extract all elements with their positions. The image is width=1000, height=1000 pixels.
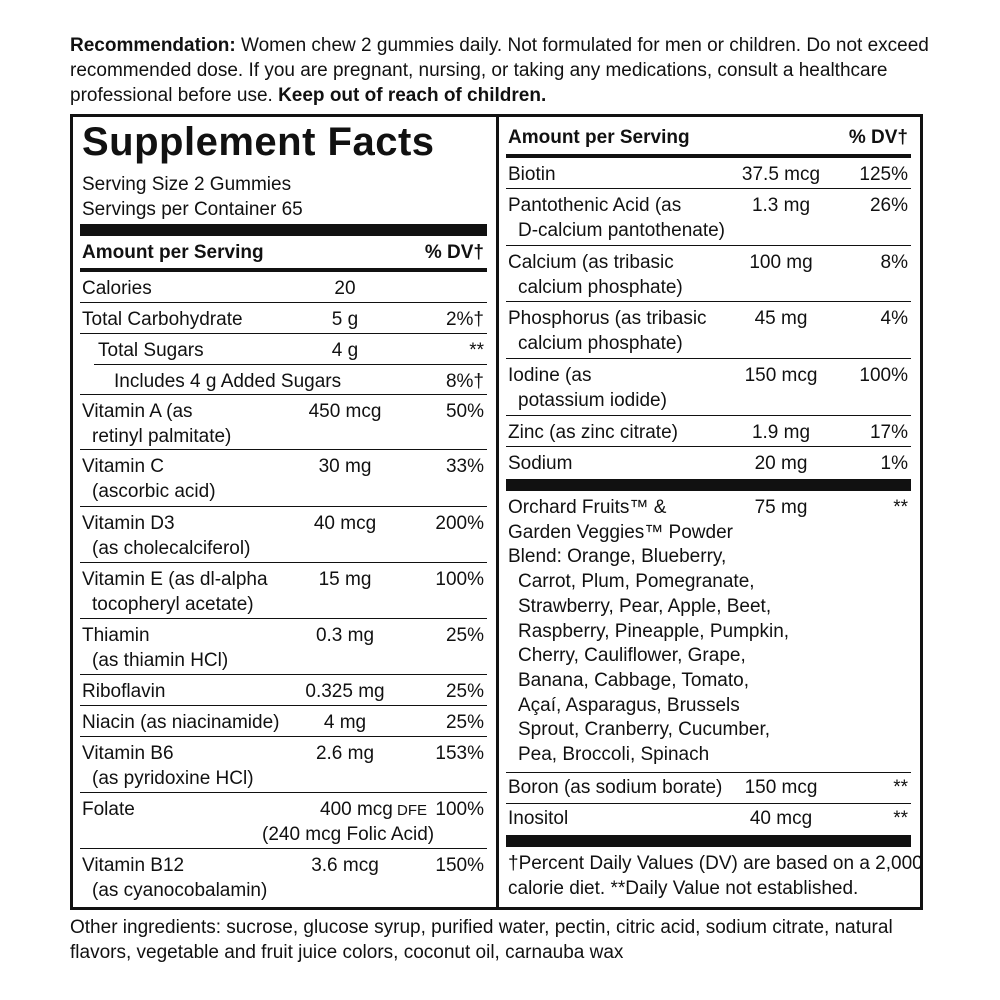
- nutrient-name: Calories: [82, 278, 152, 299]
- column-divider: [496, 114, 499, 910]
- nutrient-dv: 125%: [859, 164, 908, 185]
- blend-line: Banana, Cabbage, Tomato,: [518, 669, 749, 691]
- blend-line: Cherry, Cauliflower, Grape,: [518, 645, 746, 667]
- nutrient-amount: 150 mcg: [744, 777, 818, 798]
- nutrient-dv: 33%: [445, 456, 484, 477]
- nutrient-name: calcium phosphate): [518, 333, 683, 354]
- blend-line: Sprout, Cranberry, Cucumber,: [518, 719, 771, 741]
- nutrient-amount: 450 mcg: [308, 401, 382, 422]
- row-separator: [80, 848, 487, 849]
- nutrient-amount: 1.3 mg: [751, 195, 811, 216]
- row-separator: [80, 705, 487, 706]
- nutrient-name: (as cyanocobalamin): [92, 880, 268, 901]
- nutrient-dv: 100%: [435, 569, 484, 590]
- row-separator: [506, 301, 911, 302]
- nutrient-dv: 1%: [880, 453, 908, 474]
- nutrient-name: Thiamin: [82, 625, 150, 646]
- recommendation-label: Recommendation:: [70, 35, 236, 56]
- other-ingredients: Other ingredients: sucrose, glucose syrup, purified water, pectin, citric acid, sodium citrate, natural flavors, vegetable and fruit juice colors, coconut oil, carnauba wax: [70, 917, 893, 963]
- nutrient-name: Iodine (as: [508, 365, 592, 386]
- nutrient-dv: 25%: [445, 625, 484, 646]
- row-separator: [80, 333, 487, 334]
- blend-line: Strawberry, Pear, Apple, Beet,: [518, 595, 772, 617]
- blend-dv: **: [893, 497, 908, 518]
- blend-line: Açaí, Asparagus, Brussels: [518, 694, 740, 716]
- nutrient-name: Sodium: [508, 453, 573, 474]
- blend-line: Orchard Fruits™ &: [508, 497, 667, 518]
- nutrient-name: Zinc (as zinc citrate): [508, 422, 678, 443]
- footnote-line-1: †Percent Daily Values (DV) are based on a 2,000: [508, 853, 923, 874]
- thick-rule-right-top: [506, 479, 911, 491]
- nutrient-name: Vitamin A (as: [82, 401, 193, 422]
- row-separator: [506, 803, 911, 804]
- thick-rule-left: [80, 224, 487, 236]
- nutrient-name: Vitamin D3: [82, 513, 175, 534]
- row-separator: [80, 449, 487, 450]
- nutrient-dv: 17%: [869, 422, 908, 443]
- nutrient-amount: 15 mg: [318, 569, 372, 590]
- amount-value: 400 mcg: [320, 799, 393, 820]
- blend-line: Blend: Orange, Blueberry,: [508, 546, 727, 568]
- nutrient-name: (ascorbic acid): [92, 481, 216, 502]
- nutrient-name: Total Carbohydrate: [82, 309, 243, 330]
- amount-unit: DFE: [392, 802, 428, 819]
- row-separator: [80, 674, 487, 675]
- nutrient-amount: 37.5 mcg: [741, 164, 821, 185]
- nutrient-dv: 150%: [435, 855, 484, 876]
- dv-header-right: % DV†: [848, 127, 908, 148]
- row-separator: [80, 506, 487, 507]
- row-separator: [80, 736, 487, 737]
- nutrient-name: D-calcium pantothenate): [518, 220, 725, 241]
- nutrient-name: potassium iodide): [518, 390, 667, 411]
- nutrient-dv: 8%†: [445, 371, 484, 392]
- row-separator: [80, 792, 487, 793]
- amount-header-left: Amount per Serving: [82, 242, 264, 263]
- nutrient-amount: 20: [334, 278, 356, 299]
- nutrient-dv: 25%: [445, 681, 484, 702]
- row-separator: [506, 358, 911, 359]
- nutrient-amount: 100 mg: [749, 252, 813, 273]
- nutrient-amount: 1.9 mg: [751, 422, 811, 443]
- blend-line: Carrot, Plum, Pomegranate,: [518, 571, 755, 593]
- nutrient-name: retinyl palmitate): [92, 426, 232, 447]
- nutrient-dv: 200%: [435, 513, 484, 534]
- nutrient-amount: 0.325 mg: [305, 681, 385, 702]
- nutrient-name: Includes 4 g Added Sugars: [114, 371, 342, 392]
- row-separator: [506, 188, 911, 189]
- nutrient-name: Vitamin E (as dl-alpha: [82, 569, 268, 590]
- row-separator: [80, 618, 487, 619]
- blend-amount: 75 mg: [754, 497, 808, 518]
- nutrient-name: Calcium (as tribasic: [508, 252, 674, 273]
- nutrient-amount: 30 mg: [318, 456, 372, 477]
- nutrient-name: Folate: [82, 799, 135, 820]
- nutrient-dv: 100%: [859, 365, 908, 386]
- folic-acid-amount: (240 mcg Folic Acid): [262, 824, 435, 845]
- nutrient-dv: 25%: [445, 712, 484, 733]
- nutrient-name: Total Sugars: [98, 340, 204, 361]
- recommendation-text: [70, 33, 940, 108]
- nutrient-name: (as thiamin HCl): [92, 650, 229, 671]
- row-separator: [94, 364, 487, 365]
- nutrient-amount: 2.6 mg: [315, 743, 375, 764]
- thick-rule-right-bottom: [506, 835, 911, 847]
- nutrient-name: Vitamin C: [82, 456, 165, 477]
- nutrient-name: (as cholecalciferol): [92, 538, 251, 559]
- nutrient-name: Phosphorus (as tribasic: [508, 308, 707, 329]
- nutrient-dv: 153%: [435, 743, 484, 764]
- nutrient-name: calcium phosphate): [518, 277, 683, 298]
- panel-title: Supplement Facts: [82, 120, 435, 164]
- nutrient-name: tocopheryl acetate): [92, 594, 254, 615]
- row-separator: [506, 772, 911, 773]
- blend-line: Raspberry, Pineapple, Pumpkin,: [518, 620, 790, 642]
- nutrient-dv: **: [469, 340, 484, 361]
- nutrient-dv: 100%: [435, 799, 484, 820]
- nutrient-name: Boron (as sodium borate): [508, 777, 723, 798]
- row-separator: [80, 302, 487, 303]
- footnote-line-2: calorie diet. **Daily Value not established.: [508, 878, 859, 899]
- nutrient-amount: 4 mg: [323, 712, 367, 733]
- nutrient-amount: 20 mg: [754, 453, 808, 474]
- nutrient-amount: 5 g: [331, 309, 359, 330]
- nutrient-name: Vitamin B12: [82, 855, 185, 876]
- row-separator: [506, 415, 911, 416]
- medium-rule-left: [80, 268, 487, 272]
- row-separator: [80, 394, 487, 395]
- nutrient-name: Inositol: [508, 808, 569, 829]
- amount-header-right: Amount per Serving: [508, 127, 690, 148]
- medium-rule-right: [506, 154, 911, 158]
- nutrient-dv: **: [893, 777, 908, 798]
- recommendation-body: Women chew 2 gummies daily. Not formulated for men or children. Do not exceed recommended dose. If you are pregnant, nursing, or taking any medications, consult a healthcare professional before use.: [70, 35, 929, 106]
- nutrient-name: Riboflavin: [82, 681, 166, 702]
- nutrient-dv: 8%: [880, 252, 908, 273]
- row-separator: [506, 245, 911, 246]
- nutrient-amount: 45 mg: [754, 308, 808, 329]
- nutrient-name: Niacin (as niacinamide): [82, 712, 280, 733]
- nutrient-amount: 150 mcg: [744, 365, 818, 386]
- nutrient-amount: 3.6 mcg: [311, 855, 379, 876]
- nutrient-dv: 2%†: [445, 309, 484, 330]
- nutrient-dv: 50%: [445, 401, 484, 422]
- serving-size: Serving Size 2 Gummies: [82, 174, 292, 195]
- nutrient-name: Pantothenic Acid (as: [508, 195, 682, 216]
- nutrient-amount: 4 g: [331, 340, 359, 361]
- nutrient-name: Vitamin B6: [82, 743, 174, 764]
- nutrient-name: (as pyridoxine HCl): [92, 768, 254, 789]
- nutrient-name: Biotin: [508, 164, 556, 185]
- nutrient-amount: 40 mcg: [749, 808, 813, 829]
- nutrient-dv: 4%: [880, 308, 908, 329]
- blend-line: Pea, Broccoli, Spinach: [518, 744, 710, 765]
- dv-header-left: % DV†: [424, 242, 484, 263]
- nutrient-amount: 40 mcg: [313, 513, 377, 534]
- nutrient-dv: **: [893, 808, 908, 829]
- nutrient-dv: 26%: [869, 195, 908, 216]
- servings-per-container: Servings per Container 65: [82, 199, 303, 220]
- child-warning: Keep out of reach of children.: [278, 85, 547, 106]
- nutrient-amount: 0.3 mg: [315, 625, 375, 646]
- row-separator: [506, 446, 911, 447]
- row-separator: [80, 562, 487, 563]
- blend-line: Garden Veggies™ Powder: [508, 521, 733, 543]
